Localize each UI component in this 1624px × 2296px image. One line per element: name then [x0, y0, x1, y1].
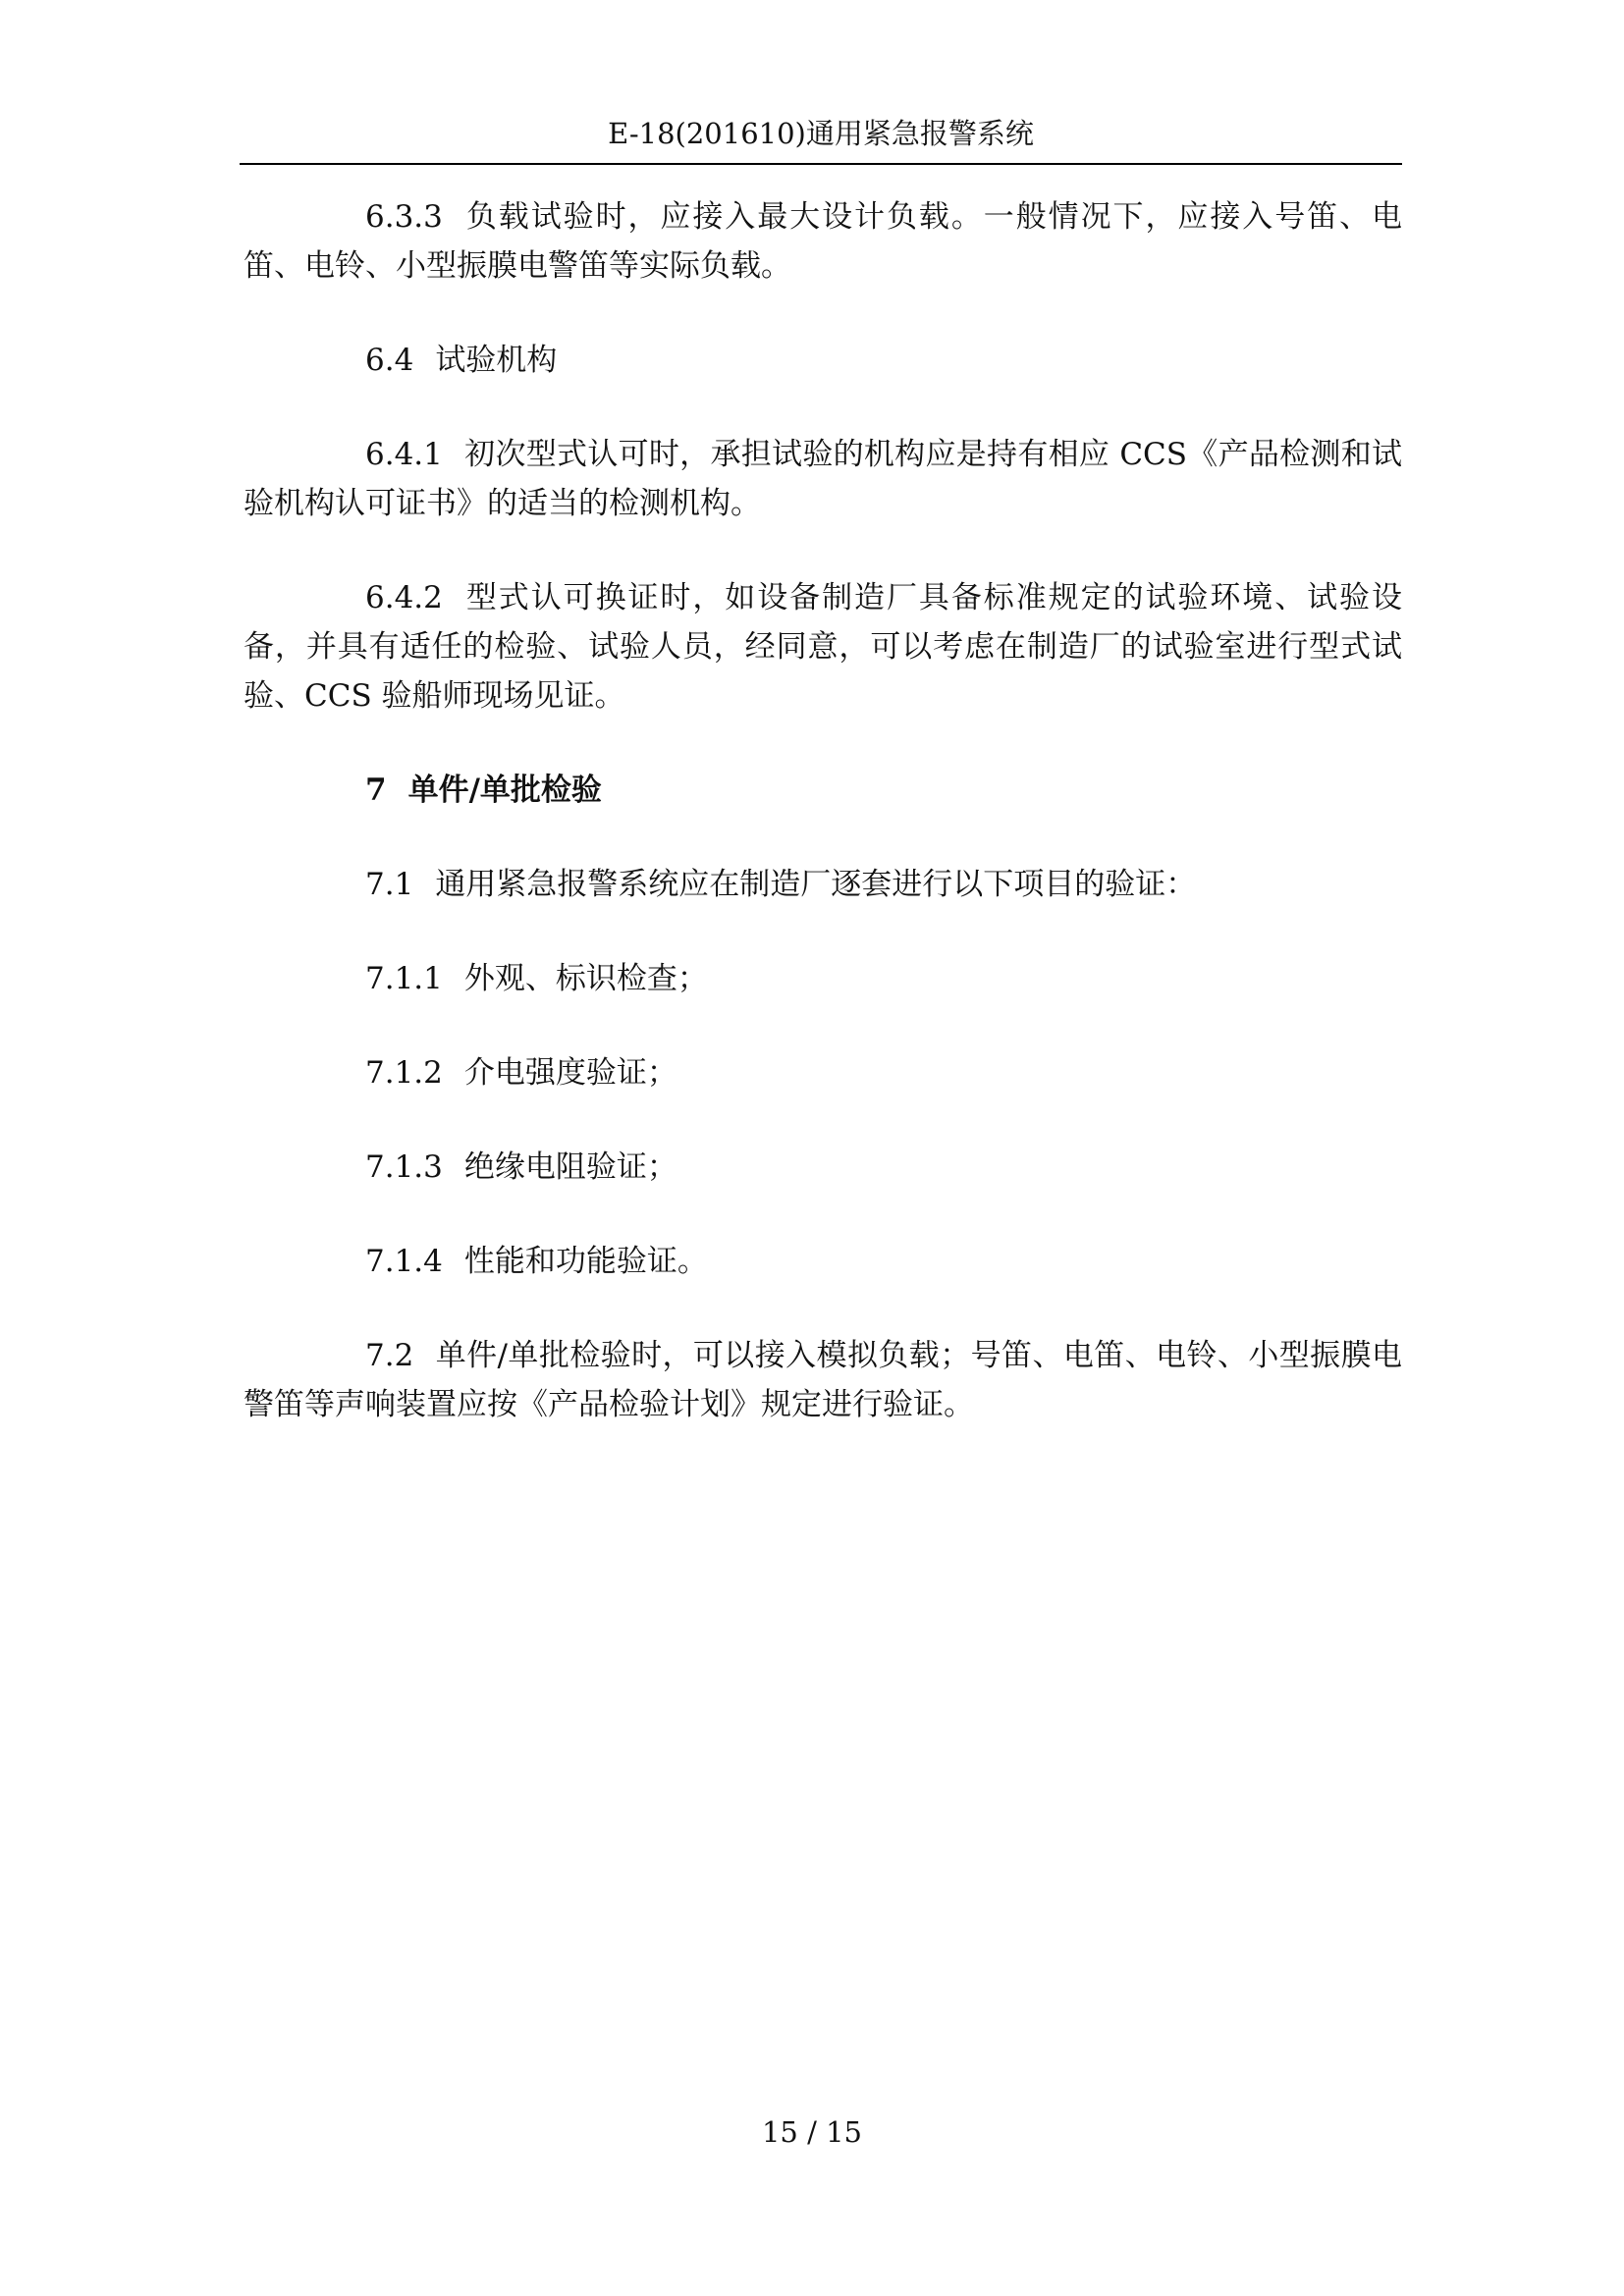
- clause-number: 7.1.3: [365, 1149, 443, 1185]
- clause-7-1-1: [244, 954, 1402, 1003]
- clause-7-1: [244, 860, 1402, 909]
- clause-7-1-4: [244, 1237, 1402, 1286]
- page-number: 15 / 15: [761, 2115, 862, 2149]
- clause-6-3-3: [244, 192, 1402, 291]
- clause-number: 7.1.1: [365, 961, 443, 996]
- clause-6-4-1: [244, 430, 1402, 528]
- page-header: E-18(201610)通用紧急报警系统: [608, 117, 1034, 150]
- clause-number: 7.2: [365, 1338, 414, 1373]
- section-title: 单件/单批检验: [407, 773, 602, 808]
- clause-7-1-3: [244, 1143, 1402, 1192]
- document-body: [244, 192, 1402, 1474]
- clause-number: 6.4.2: [365, 580, 443, 615]
- clause-number: 7.1.4: [365, 1244, 443, 1279]
- clause-7-2: [244, 1331, 1402, 1429]
- clause-7-1-2: [244, 1048, 1402, 1097]
- clause-text: 型式认可换证时，如设备制造厂具备标准规定的试验环境、试验设备，并具有适任的检验、试验人员，经同意，可以考虑在制造厂的试验室进行型式试验、CCS 验船师现场见证。: [244, 580, 1402, 714]
- clause-text: 负载试验时，应接入最大设计负载。一般情况下，应接入号笛、电笛、电铃、小型振膜电警笛等实际负载。: [244, 199, 1402, 284]
- clause-text: 单件/单批检验时，可以接入模拟负载；号笛、电笛、电铃、小型振膜电警笛等声响装置应按《产品检验计划》规定进行验证。: [244, 1338, 1402, 1422]
- clause-text: 绝缘电阻验证；: [463, 1149, 677, 1185]
- clause-number: 7.1: [365, 867, 414, 902]
- section-number: 7: [365, 773, 387, 808]
- clause-6-4: [244, 336, 1402, 385]
- clause-number: 6.4: [365, 343, 414, 378]
- clause-text: 介电强度验证；: [463, 1055, 677, 1091]
- clause-number: 7.1.2: [365, 1055, 443, 1091]
- clause-number: 6.4.1: [365, 437, 443, 472]
- clause-number: 6.3.3: [365, 199, 443, 235]
- header-divider: [240, 163, 1402, 165]
- clause-6-4-2: [244, 573, 1402, 721]
- section-7-heading: [244, 766, 1402, 815]
- clause-text: 性能和功能验证。: [463, 1244, 708, 1279]
- clause-text: 试验机构: [435, 343, 558, 378]
- clause-text: 外观、标识检查；: [463, 961, 708, 996]
- clause-text: 初次型式认可时，承担试验的机构应是持有相应 CCS《产品检测和试验机构认可证书》的适当的检测机构。: [244, 437, 1402, 521]
- clause-text: 通用紧急报警系统应在制造厂逐套进行以下项目的验证：: [435, 867, 1197, 902]
